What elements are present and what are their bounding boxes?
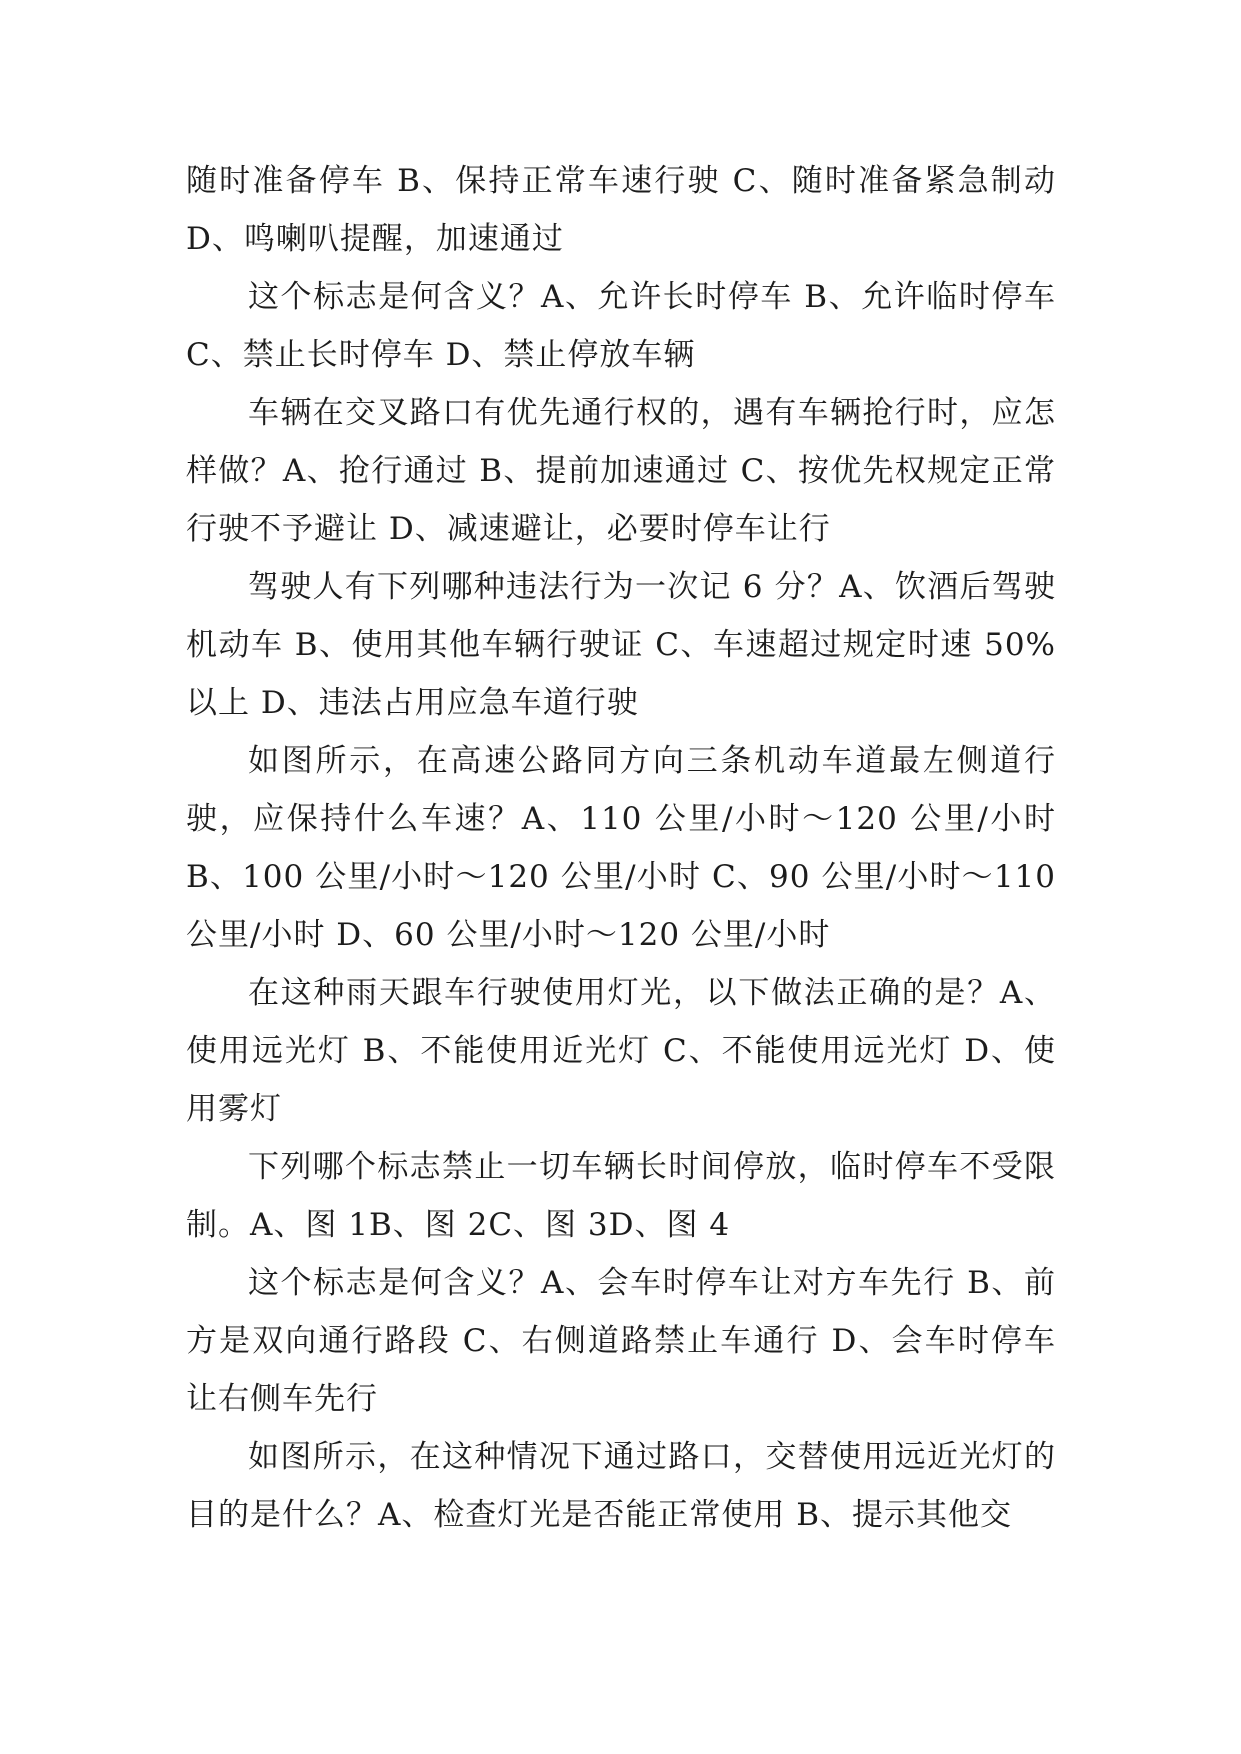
paragraph: 车辆在交叉路口有优先通行权的，遇有车辆抢行时，应怎样做？A、抢行通过 B、提前加速通过 C、按优先权规定正常行驶不予避让 D、减速避让，必要时停车让行: [186, 395, 1056, 547]
paragraph: 驾驶人有下列哪种违法行为一次记 6 分？A、饮酒后驾驶机动车 B、使用其他车辆行驶证 C、车速超过规定时速 50%以上 D、违法占用应急车道行驶: [186, 569, 1056, 721]
paragraph: 这个标志是何含义？A、允许长时停车 B、允许临时停车 C、禁止长时停车 D、禁止停放车辆: [186, 279, 1056, 373]
paragraph: 在这种雨天跟车行驶使用灯光，以下做法正确的是？A、使用远光灯 B、不能使用近光灯 C、不能使用远光灯 D、使用雾灯: [186, 975, 1056, 1127]
paragraph: 如图所示，在这种情况下通过路口，交替使用远近光灯的目的是什么？A、检查灯光是否能正常使用 B、提示其他交: [186, 1439, 1056, 1533]
paragraph: 这个标志是何含义？A、会车时停车让对方车先行 B、前方是双向通行路段 C、右侧道路禁止车通行 D、会车时停车让右侧车先行: [186, 1265, 1056, 1417]
document-body: [186, 152, 1056, 1544]
paragraph: 如图所示，在高速公路同方向三条机动车道最左侧道行驶，应保持什么车速？A、110 公里/小时～120 公里/小时 B、100 公里/小时～120 公里/小时 C、90 公里/小时～110 公里/小时 D、60 公里/小时～120 公里/小时: [186, 743, 1056, 953]
paragraph: 下列哪个标志禁止一切车辆长时间停放，临时停车不受限制。A、图 1B、图 2C、图 3D、图 4: [186, 1149, 1056, 1243]
paragraph: 随时准备停车 B、保持正常车速行驶 C、随时准备紧急制动 D、鸣喇叭提醒，加速通过: [186, 163, 1056, 257]
